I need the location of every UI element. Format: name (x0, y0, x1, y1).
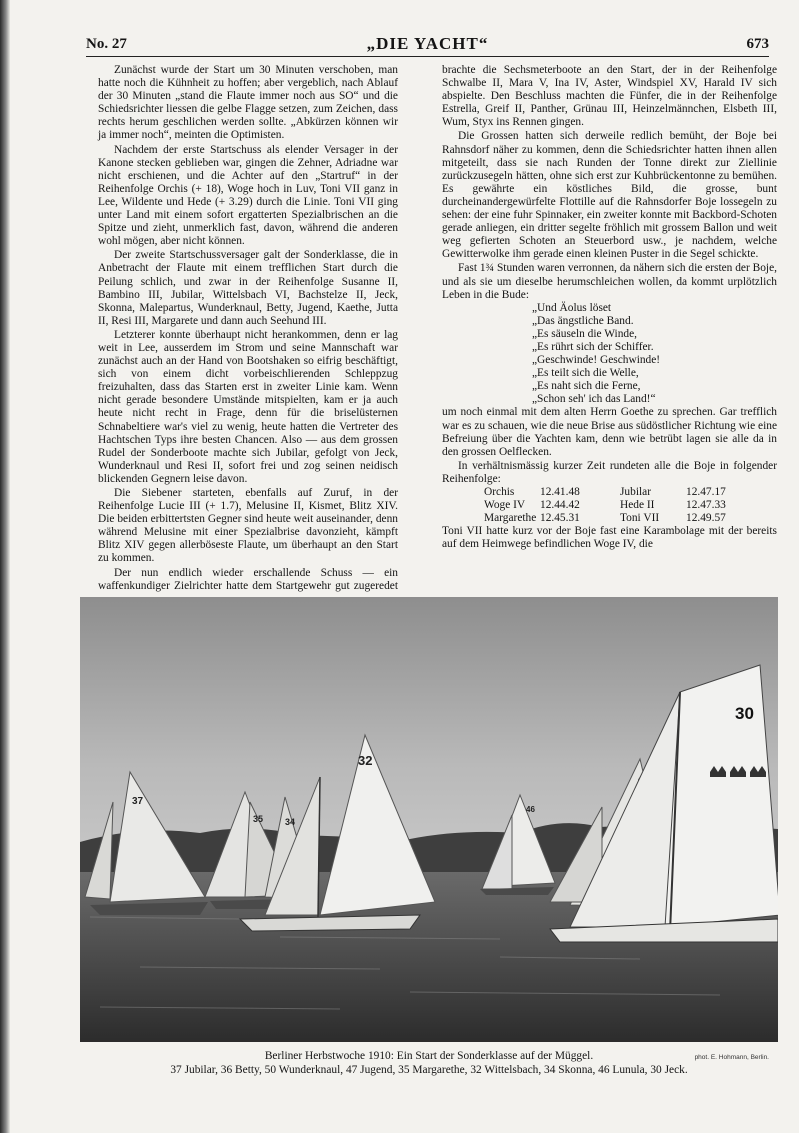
goethe-quote (532, 302, 777, 407)
poem-line: „Das ängstliche Band. (532, 314, 634, 327)
poem-line: „Geschwinde! Geschwinde! (532, 354, 661, 367)
poem-line: „Es naht sich die Ferne, (532, 380, 641, 393)
time: 12.47.17 (686, 486, 726, 498)
left-column (98, 64, 398, 606)
paragraph: brachte die Sechsmeterboote an den Start, der in der Reihenfolge Schwalbe II, Mara V, Ina IV, Aster, Windspiel XV, Harald IV sich abspielte. Den Beschluss machten die Fünfer, die in der Reihenfolge Estrella, Greif II, Panther, Grünau III, Heinzelmännchen, Elsbeth III, Wum, Styx ins Rennen gingen. (442, 64, 777, 129)
poem-line: „Und Äolus löset (532, 301, 612, 314)
sail-number: 30 (735, 704, 754, 723)
caption-title: Berliner Herbstwoche 1910: Ein Start der Sonderklasse auf der Müggel. (264, 1050, 594, 1062)
poem-line: „Es säuseln die Winde, (532, 327, 637, 340)
paragraph: Der nun endlich wieder erschallende Schuss — ein waffenkundiger Zielrichter hatte dem Startgewehr gut zugeredet (98, 566, 398, 592)
boat-name: Margarethe (484, 512, 537, 524)
paragraph: Die Siebener starteten, ebenfalls auf Zuruf, in der Reihenfolge Lucie III (+ 1.7), Melusine II, Kismet, Blitz XIV. Die beiden erbittertsten Gegner sind heute weit auseinander, denn während Melusine mit einer Spezialbrise davonzieht, kämpft Blitz XIV gegen allerböseste Flaute, um überhaupt an den Start zu kommen. (98, 487, 398, 565)
time: 12.45.31 (540, 512, 580, 524)
poem-line: „Schon seh' ich das Land!“ (532, 393, 656, 406)
paragraph: Nachdem der erste Startschuss als elender Versager in der Kanone stecken geblieben war, gingen die Zehner, Adriadne war nicht erschienen, und die Achter auf den „Startruf“ in der Reihenfolge Orchis (+ 18), Woge hoch in Luv, Toni VII ganz in Lee, Wildente und Hede (+ 3.29) durch die Linie. Toni VII ging unter Land mit einem sofort ergatterten Spezialbrischen an die Spitze und zieht, unmerklich fast, davon, während die anderen wohl mögen, aber nicht können. (98, 143, 398, 248)
sail-number: 46 (526, 805, 535, 814)
boat-name: Jubilar (620, 486, 652, 498)
boat-name: Hede II (620, 499, 655, 511)
paragraph: Letzterer konnte überhaupt nicht herankommen, denn er lag weit in Lee, ausserdem im Strom und seine Mannschaft war zunächst auch an der Hand von Bootshaken so eifrig beschäftigt, sich von einem dicht vorbeischlierenden Schleppzug freizuhalten, dass das Starten erst in zweiter Linie kam. Wenn nicht gerade besondere Umstände mitspielten, kam er ja auch heute nicht recht in Frage, denn für die briselüsternen Schnabeltiere war's viel zu wenig, heute hatten die Vertreter des Hachtschen Typs ihre besten Chancen. Also — aus dem grossen Rudel der Sonderboote machte sich Jubilar, gefolgt von Jeck, Wunderknaul und Resi II, sofort frei und zog seinen neidisch blickenden Gegnern leise davon. (98, 328, 398, 485)
sail-number: 32 (358, 753, 373, 768)
poem-line: „Es teilt sich die Welle, (532, 367, 639, 380)
sail-number: 35 (253, 814, 264, 824)
paragraph: Zunächst wurde der Start um 30 Minuten verschoben, man hatte noch die Kühnheit zu hoffen; aber vergeblich, nach Ablauf der 30 Minuten „stand die Flaute immer noch aus SO“ und die Schiedsrichter liessen die gelbe Flagge setzen, zum Zeichen, dass rechts herum geschlichen werden sollte. „Abkürzen können wir ja immer noch“, meinten die Optimisten. (98, 64, 398, 142)
paragraph: Fast 1¾ Stunden waren verronnen, da nähern sich die ersten der Boje, und als sie um dieselbe herumschleichen wollen, da kommt urplötzlich Leben in die Bude: (442, 262, 777, 301)
paragraph: um noch einmal mit dem alten Herrn Goethe zu sprechen. Gar trefflich war es zu schauen, wie die neue Brise aus südöstlicher Richtung wie eine Befreiung über die Yachten kam, denn wie betrübt lagen sie alle da in den grossen Oelflecken. (442, 406, 777, 458)
journal-title: „DIE YACHT“ (366, 34, 489, 53)
issue-number: No. 27 (86, 36, 127, 52)
paragraph: Die Grossen hatten sich derweile redlich bemüht, der Boje bei Rahnsdorf näher zu kommen, denn die Schiedsrichter hatten ihnen allen mitgeteilt, dass sie nach Runden der Tonne direkt zur Ziellinie zurückzusegeln hätten, ohne sich erst zur Kuhbrückentonne zu bemühen. Es gewährte ein köstliches Bild, die grosse, bunt durcheinandergewürfelte Flottille auf die Rahnsdorfer Boje lossegeln zu sehen: der eine fuhr Spinnaker, ein zweiter konnte mit Backbord-Schoten gerade anliegen, ein dritter segelte fröhlich mit grossem Ballon und weit weg gefierten Schoten an Steuerbord usw., je nachdem, welche Gewitterwolke ihm gerade einen kleinen Puster in die Segel schickte. (442, 130, 777, 261)
boat-name: Woge IV (484, 499, 526, 511)
sailboats-illustration (80, 597, 778, 1042)
poem-line: „Es rührt sich der Schiffer. (532, 340, 654, 353)
photo-credit: phot. E. Hohmann, Berlin. (694, 1054, 769, 1061)
time: 12.41.48 (540, 486, 580, 498)
photo-caption (80, 1050, 778, 1077)
boat-name: Toni VII (620, 512, 660, 524)
time: 12.47.33 (686, 499, 726, 511)
time: 12.44.42 (540, 499, 580, 511)
page-number: 673 (746, 36, 769, 52)
caption-boat-list: 37 Jubilar, 36 Betty, 50 Wunderknaul, 47 Jugend, 35 Margarethe, 32 Wittelsbach, 34 Skonna, 46 Lunula, 30 Jeck. (170, 1063, 688, 1076)
sail-number: 37 (132, 796, 144, 807)
rounding-times-table (484, 486, 777, 525)
time: 12.49.57 (686, 512, 726, 524)
boat-name: Orchis (484, 486, 515, 498)
sail-number: 34 (285, 817, 296, 827)
regatta-photo (80, 597, 778, 1042)
page-header (86, 32, 769, 57)
paragraph: In verhältnismässig kurzer Zeit rundeten alle die Boje in folgender Reihenfolge: (442, 459, 777, 485)
page-binding-shadow (0, 0, 10, 1133)
paragraph: Der zweite Startschussversager galt der Sonderklasse, die in Anbetracht der Flaute mit einem trefflichen Start durch die Peilung schlich, und zwar in der Reihenfolge Susanne II, Bambino III, Jubilar, Wittelsbach VI, Bachstelze II, Jeck, Skonna, Malepartus, Wunderknaul, Betty, Jugend, Kaethe, Jutta II, Resi III, Margarete und dann auch Seehund III. (98, 249, 398, 327)
paragraph: Toni VII hatte kurz vor der Boje fast eine Karambolage mit der bereits auf dem Heimwege befindlichen Woge IV, die (442, 525, 777, 551)
right-column (442, 64, 777, 551)
